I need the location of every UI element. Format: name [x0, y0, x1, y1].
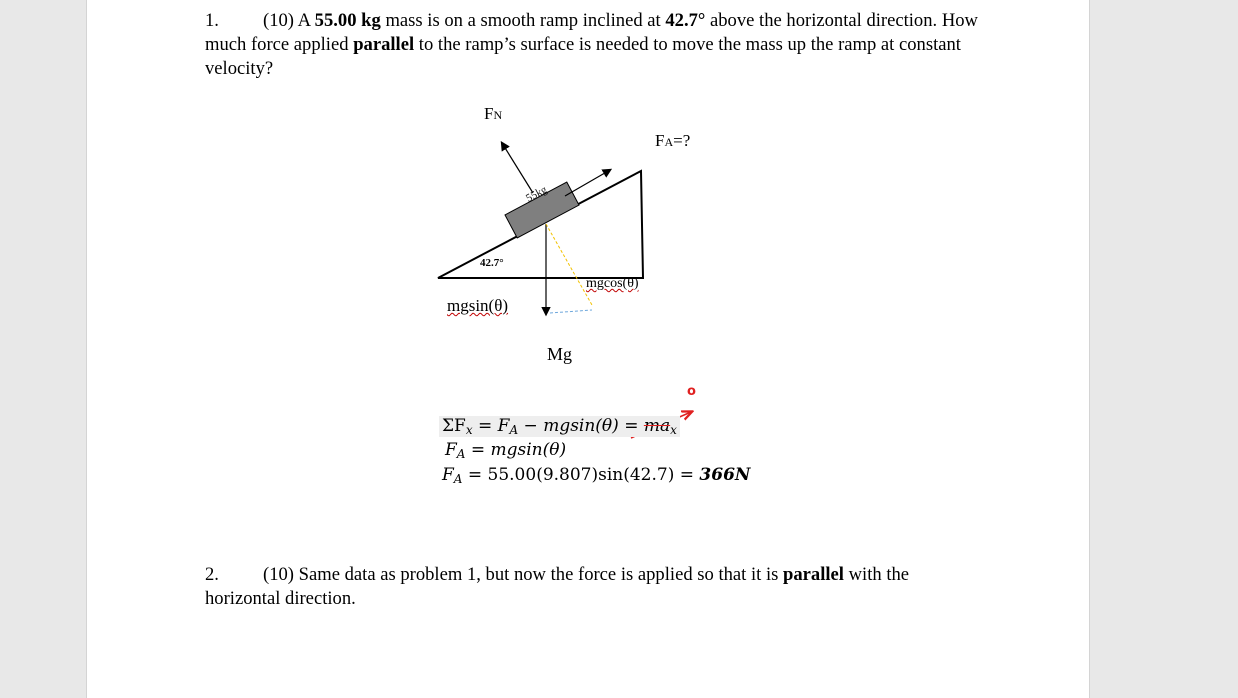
problem-2-points: (10) [263, 564, 294, 585]
equation-fa-result: FA = 55.00(9.807)sin(42.7) = 366N [442, 465, 751, 486]
mgsin-label: mgsin(θ) [447, 296, 509, 315]
applied-force-label: FA=? [655, 131, 691, 150]
problem-1-text-b: mass is on a smooth ramp inclined at [385, 10, 661, 31]
angle-label: 42.7° [480, 257, 504, 269]
document-page [86, 0, 1090, 698]
problem-2 [205, 563, 985, 611]
mgcos-dashed [546, 224, 592, 305]
problem-1-emphasis: parallel [353, 34, 415, 55]
problem-2-number: 2. [205, 564, 219, 585]
problem-1-mass: 55.00 kg [314, 10, 381, 31]
problem-2-text-b: with the horizontal direction. [205, 564, 910, 609]
normal-force-arrow [502, 143, 533, 193]
problem-2-emphasis: parallel [783, 564, 844, 585]
applied-force-arrow [565, 170, 610, 196]
problem-1-angle: 42.7° [665, 10, 706, 31]
mgcos-label: mgcos(θ) [586, 276, 639, 291]
mgsin-dashed [550, 310, 592, 313]
problem-1-number: 1. [205, 10, 219, 31]
box-label: 55kg [524, 183, 550, 205]
equation-sum-forces: ΣFx = FA − mgsin(θ) = max [439, 416, 680, 437]
equation-fa-mgsin: FA = mgsin(θ) [445, 440, 567, 461]
problem-1-text-a: A [297, 10, 311, 31]
problem-1-points: (10) [263, 10, 294, 31]
problem-1-text-c: above the horizontal direction. How much force applied [205, 10, 978, 55]
problem-2-text-a: Same data as problem 1, but now the force is applied so that it is [298, 564, 779, 585]
problem-1-text-d: to the ramp’s surface is needed to move the mass up the ramp at constant velocity? [205, 34, 961, 79]
red-annotation-mark: o [687, 384, 696, 399]
weight-label: Mg [547, 344, 573, 364]
normal-force-label: FN [484, 104, 503, 123]
